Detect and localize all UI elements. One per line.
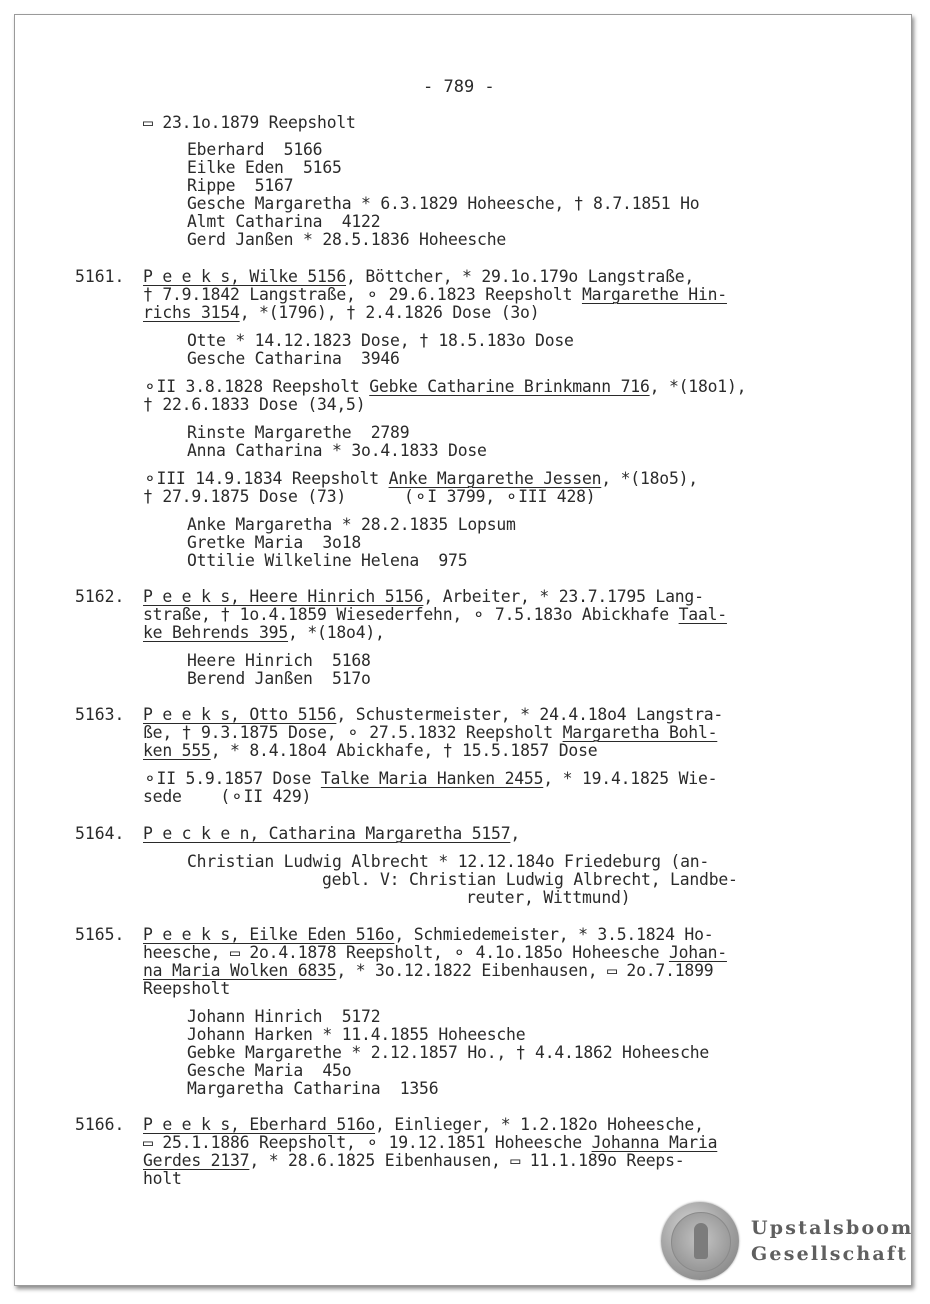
entry-detail: † 7.9.1842 Langstraße, ⚬ 29.6.1823 Reepsholt bbox=[143, 285, 582, 304]
entry-detail: , * 8.4.18o4 Abickhafe, † 15.5.1857 Dose bbox=[210, 741, 598, 760]
child-line: reuter, Wittmund) bbox=[466, 888, 631, 907]
entry-number: 5162. bbox=[75, 587, 125, 606]
spouse-name: Anke Margarethe Jessen bbox=[388, 469, 602, 488]
entry-line bbox=[143, 962, 713, 980]
entry-number: 5164. bbox=[75, 824, 125, 843]
child-line: Heere Hinrich 5168 bbox=[187, 651, 371, 670]
marriage-line: sede (⚬II 429) bbox=[143, 787, 312, 806]
entry-detail: , Arbeiter, * 23.7.1795 Lang- bbox=[423, 587, 704, 606]
child-line: Rinste Margarethe 2789 bbox=[187, 423, 410, 442]
child-line: Gebke Margarethe * 2.12.1857 Ho., † 4.4.1862 Hoheesche bbox=[187, 1043, 710, 1062]
entry-detail: , *(1796), † 2.4.1826 Dose (3o) bbox=[239, 303, 540, 322]
spouse-name: Talke Maria Hanken 2455 bbox=[320, 769, 544, 788]
person-name: P e c k e n, Catharina Margaretha 5157 bbox=[143, 824, 511, 843]
child-line: Anna Catharina * 3o.4.1833 Dose bbox=[187, 441, 487, 460]
child-line: Johann Harken * 11.4.1855 Hoheesche bbox=[187, 1025, 526, 1044]
entry-detail: , bbox=[510, 824, 521, 843]
spouse-name: Margarethe Hin- bbox=[581, 285, 727, 304]
entry-number: 5166. bbox=[75, 1115, 125, 1134]
spouse-name: Taal- bbox=[678, 605, 727, 624]
marriage-line bbox=[143, 770, 717, 788]
child-line: Gesche Margaretha * 6.3.1829 Hoheesche, † 8.7.1851 Ho bbox=[187, 194, 700, 213]
spouse-name: Johan- bbox=[668, 943, 727, 962]
child-line: Otte * 14.12.1823 Dose, † 18.5.183o Dose bbox=[187, 331, 574, 350]
entry-detail: , *(18o5), bbox=[601, 469, 698, 488]
entry-detail: , * 3o.12.1822 Eibenhausen, ▭ 2o.7.1899 bbox=[336, 961, 714, 980]
child-line: Anke Margaretha * 28.2.1835 Lopsum bbox=[187, 515, 516, 534]
child-line: Almt Catharina 4122 bbox=[187, 212, 381, 231]
child-line: Eilke Eden 5165 bbox=[187, 158, 342, 177]
spouse-name: richs 3154 bbox=[143, 303, 240, 322]
entry-line: Reepsholt bbox=[143, 979, 231, 998]
seal-emblem bbox=[671, 1212, 731, 1272]
entry-detail: , Böttcher, * 29.1o.179o Langstraße, bbox=[346, 267, 695, 286]
document-page bbox=[14, 14, 912, 1286]
entry-detail: ⚬II 5.9.1857 Dose bbox=[143, 769, 321, 788]
brand-name-line2: Gesellschaft bbox=[751, 1243, 909, 1265]
child-line: Gerd Janßen * 28.5.1836 Hoheesche bbox=[187, 230, 507, 249]
entry-detail: , Schustermeister, * 24.4.18o4 Langstra- bbox=[336, 705, 724, 724]
burial-line: ▭ 23.1o.1879 Reepsholt bbox=[143, 113, 356, 132]
entry-detail: , *(18o1), bbox=[649, 377, 747, 396]
child-line: Berend Janßen 517o bbox=[187, 669, 371, 688]
entry-line bbox=[143, 742, 597, 760]
child-line: Christian Ludwig Albrecht * 12.12.184o Friedeburg (an- bbox=[187, 852, 710, 871]
child-line: Gretke Maria 3o18 bbox=[187, 533, 362, 552]
child-line: Rippe 5167 bbox=[187, 176, 294, 195]
entry-line bbox=[143, 624, 385, 642]
spouse-name: Johanna Maria bbox=[591, 1133, 718, 1152]
entry-line bbox=[143, 944, 727, 962]
marriage-line bbox=[143, 470, 698, 488]
marriage-line: † 22.6.1833 Dose (34,5) bbox=[143, 395, 366, 414]
spouse-name: na Maria Wolken 6835 bbox=[143, 961, 337, 980]
entry-line bbox=[143, 1152, 684, 1170]
entry-line bbox=[143, 1134, 717, 1152]
seal-figure bbox=[694, 1223, 708, 1259]
entry-header bbox=[143, 588, 704, 606]
spouse-name: Gebke Catharine Brinkmann 716 bbox=[369, 377, 650, 396]
spouse-name: Gerdes 2137 bbox=[143, 1151, 250, 1170]
entry-detail: , Schmiedemeister, * 3.5.1824 Ho- bbox=[394, 925, 714, 944]
child-line: Gesche Maria 45o bbox=[187, 1061, 352, 1080]
entry-header bbox=[143, 926, 713, 944]
child-line: Ottilie Wilkeline Helena 975 bbox=[187, 551, 468, 570]
entry-detail: straße, † 1o.4.1859 Wiesederfehn, ⚬ 7.5.183o Abickhafe bbox=[143, 605, 679, 624]
entry-detail: ⚬III 14.9.1834 Reepsholt bbox=[143, 469, 389, 488]
entry-number: 5163. bbox=[75, 705, 125, 724]
entry-detail: , * 19.4.1825 Wie- bbox=[543, 769, 718, 788]
child-line: Margaretha Catharina 1356 bbox=[187, 1079, 439, 1098]
entry-line bbox=[143, 606, 727, 624]
child-line: Gesche Catharina 3946 bbox=[187, 349, 400, 368]
brand-name-line1: Upstalsboom bbox=[751, 1217, 914, 1239]
entry-detail: , * 28.6.1825 Eibenhausen, ▭ 11.1.189o Reeps- bbox=[249, 1151, 685, 1170]
page-number: - 789 - bbox=[423, 77, 495, 97]
entry-detail: ▭ 25.1.1886 Reepsholt, ⚬ 19.12.1851 Hoheesche bbox=[143, 1133, 592, 1152]
person-name: P e e k s, Otto 5156 bbox=[143, 705, 337, 724]
marriage-line bbox=[143, 378, 746, 396]
person-name: P e e k s, Eberhard 516o bbox=[143, 1115, 376, 1134]
entry-header bbox=[143, 268, 694, 286]
entry-line bbox=[143, 286, 727, 304]
entry-detail: , *(18o4), bbox=[288, 623, 385, 642]
entry-line bbox=[143, 724, 717, 742]
entry-header bbox=[143, 706, 723, 724]
entry-detail: ⚬II 3.8.1828 Reepsholt bbox=[143, 377, 370, 396]
child-line: Eberhard 5166 bbox=[187, 140, 323, 159]
entry-header bbox=[143, 1116, 704, 1134]
entry-detail: heesche, ▭ 2o.4.1878 Reepsholt, ⚬ 4.1o.185o Hoheesche bbox=[143, 943, 669, 962]
entry-detail: , Einlieger, * 1.2.182o Hoheesche, bbox=[375, 1115, 704, 1134]
spouse-name: ken 555 bbox=[143, 741, 211, 760]
spouse-name: Margaretha Bohl- bbox=[562, 723, 718, 742]
entry-line bbox=[143, 304, 539, 322]
person-name: P e e k s, Wilke 5156 bbox=[143, 267, 347, 286]
entry-line: holt bbox=[143, 1169, 182, 1188]
spouse-name: ke Behrends 395 bbox=[143, 623, 289, 642]
entry-number: 5165. bbox=[75, 925, 125, 944]
entry-header bbox=[143, 825, 520, 843]
seal-icon bbox=[661, 1202, 739, 1280]
marriage-line: † 27.9.1875 Dose (73) (⚬I 3799, ⚬III 428) bbox=[143, 487, 596, 506]
person-name: P e e k s, Heere Hinrich 5156 bbox=[143, 587, 424, 606]
child-line: Johann Hinrich 5172 bbox=[187, 1007, 381, 1026]
entry-number: 5161. bbox=[75, 267, 125, 286]
entry-detail: ße, † 9.3.1875 Dose, ⚬ 27.5.1832 Reepsholt bbox=[143, 723, 563, 742]
person-name: P e e k s, Eilke Eden 516o bbox=[143, 925, 395, 944]
child-line: gebl. V: Christian Ludwig Albrecht, Landbe- bbox=[322, 870, 738, 889]
